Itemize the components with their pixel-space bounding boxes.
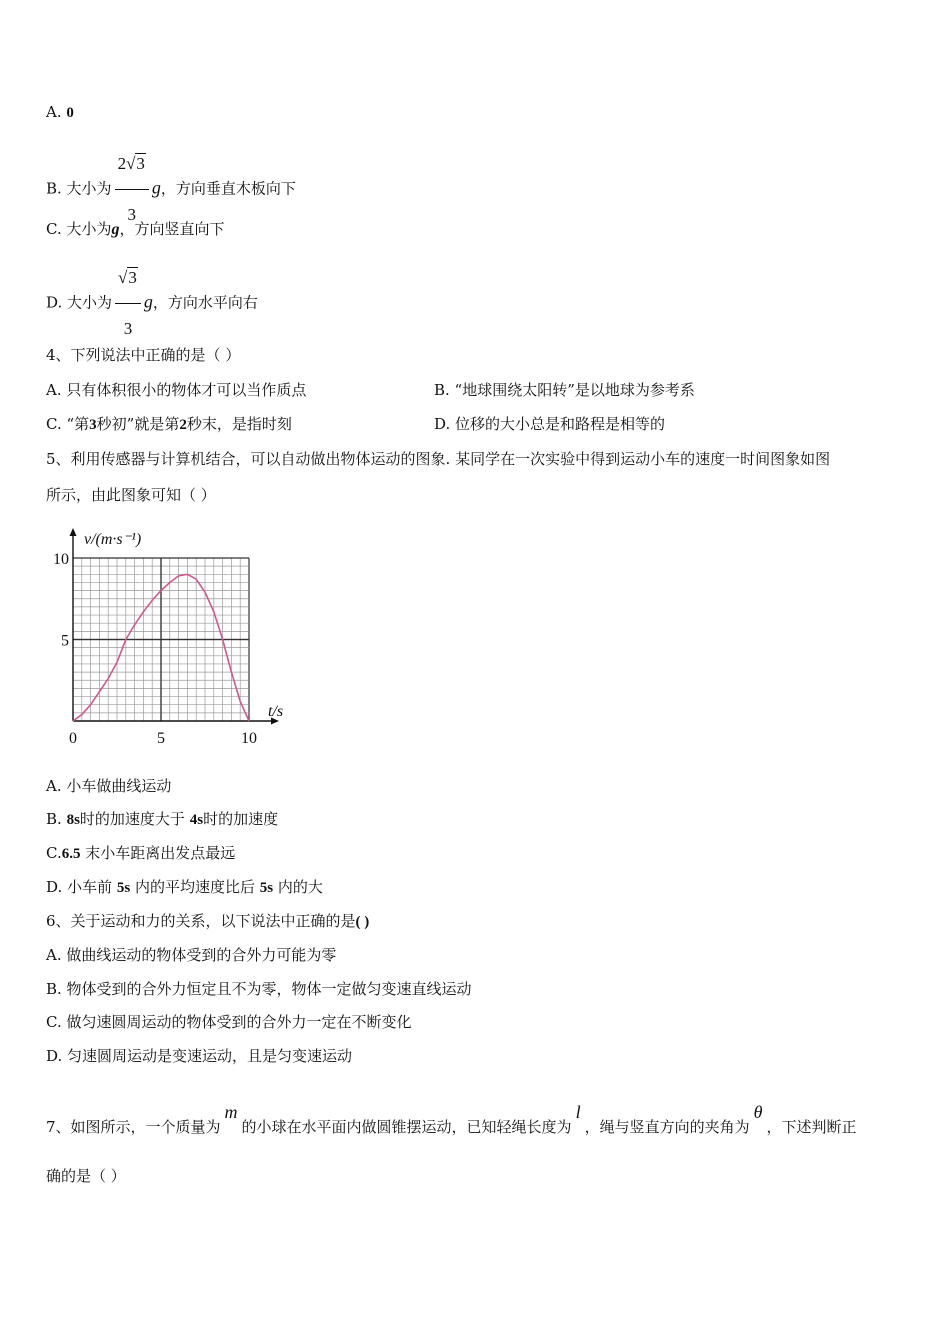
y-axis-arrow	[70, 528, 77, 536]
velocity-time-chart	[40, 520, 300, 750]
q5-option-b: B. 8s时的加速度大于 4s时的加速度	[46, 810, 279, 828]
q4-option-d: D. 位移的大小总是和路程是相等的	[434, 415, 666, 433]
q5-stem-line2: 所示，由此图象可知（ ）	[46, 486, 216, 504]
q3-option-c: C. 大小为g，方向竖直向下	[46, 220, 225, 238]
q7-stem-line1: 7、如图所示，一个质量为m的小球在水平面内做圆锥摆运动，已知轻绳长度为l，绳与竖直方向的夹角为θ，下述判断正	[46, 1102, 857, 1136]
x-tick-label: 0	[69, 730, 77, 747]
q3-option-d: D. 大小为 $\frac{√3}{3}$ g，方向水平向右	[46, 254, 258, 353]
q4-stem: 4、下列说法中正确的是（ ）	[46, 346, 241, 364]
x-tick-label: 5	[157, 730, 165, 747]
x-axis-label: t/s	[268, 703, 284, 720]
q4-option-a: A. 只有体积很小的物体才可以当作质点	[46, 381, 307, 399]
q5-option-c: C.6.5 末小车距离出发点最远	[46, 844, 236, 862]
q3-option-a: A. 0	[46, 103, 74, 121]
chart-tick-labels	[53, 551, 257, 747]
q6-option-c: C. 做匀速圆周运动的物体受到的合外力一定在不断变化	[46, 1013, 412, 1031]
y-tick-label: 5	[61, 632, 69, 650]
fraction-sqrt3-over-3: $\frac{√3}{3}$	[115, 254, 141, 353]
q4-option-c: C. “第3秒初”就是第2秒末，是指时刻	[46, 415, 292, 433]
q7-stem-line2: 确的是（ ）	[46, 1167, 126, 1185]
q6-option-a: A. 做曲线运动的物体受到的合外力可能为零	[46, 946, 337, 964]
y-tick-label: 10	[53, 551, 69, 568]
fraction-2sqrt3-over-3: $\frac{2√3}{3}$	[115, 140, 149, 239]
symbol-l: l	[575, 1102, 581, 1122]
q6-option-b: B. 物体受到的合外力恒定且不为零，物体一定做匀变速直线运动	[46, 980, 472, 998]
q5-option-d: D. 小车前 5s 内的平均速度比后 5s 内的大	[46, 878, 323, 896]
q3-option-b: B. 大小为 $\frac{2√3}{3}$ g，方向垂直木板向下	[46, 140, 296, 239]
q5-stem-line1: 5、利用传感器与计算机结合，可以自动做出物体运动的图象. 某同学在一次实验中得到运动小车的速度一时间图象如图	[46, 450, 831, 468]
symbol-theta: θ	[753, 1102, 763, 1122]
q5-option-a: A. 小车做曲线运动	[46, 777, 172, 795]
y-axis-label: v/(m·s⁻¹)	[84, 531, 142, 548]
q6-option-d: D. 匀速圆周运动是变速运动，且是匀变速运动	[46, 1047, 353, 1065]
q6-stem: 6、关于运动和力的关系，以下说法中正确的是( )	[46, 912, 370, 930]
symbol-m: m	[224, 1102, 238, 1122]
x-tick-label: 10	[241, 730, 257, 747]
q4-option-b: B. “地球围绕太阳转”是以地球为参考系	[434, 381, 695, 399]
